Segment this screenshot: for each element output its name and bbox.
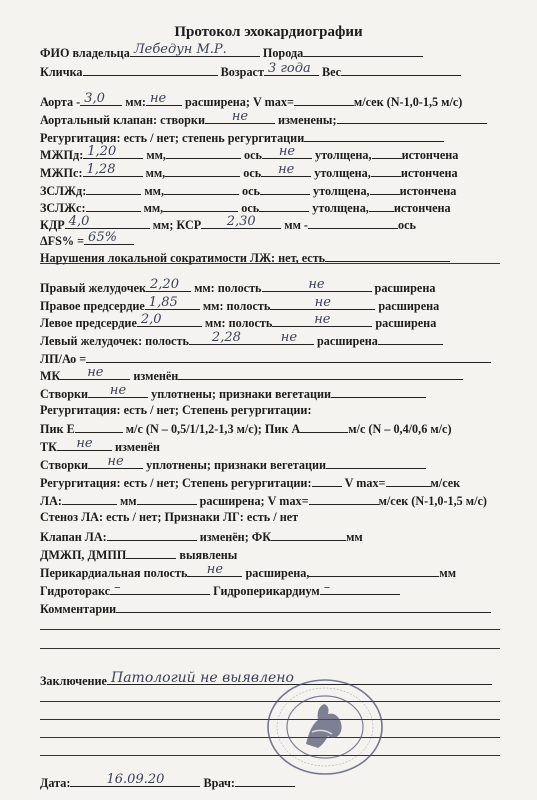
field-label: Врач: xyxy=(203,776,235,790)
field-label: мм: полость xyxy=(204,316,273,330)
handwritten-value: – xyxy=(114,580,121,595)
pa-stenosis-row xyxy=(40,510,298,524)
field-label: м/сек (N-1,0-1,5 м/с) xyxy=(353,95,463,109)
fill-in-line xyxy=(84,232,134,245)
age-field xyxy=(264,63,319,76)
fill-in-line xyxy=(165,164,240,177)
breed-field xyxy=(303,44,423,57)
fill-in-line xyxy=(145,297,200,310)
fill-in-line xyxy=(107,528,197,541)
fill-in-line xyxy=(110,582,210,595)
fill-in-line xyxy=(137,314,202,327)
handwritten-value: не xyxy=(206,562,224,577)
field-label: МЖПд: xyxy=(40,148,84,162)
fill-in-line xyxy=(331,385,426,398)
field-label: ТК xyxy=(40,440,57,454)
handwritten-value: Лебедун М.Р. xyxy=(133,42,227,57)
pericardial-row xyxy=(40,564,456,580)
la-row xyxy=(40,314,436,330)
form-title: Протокол эхокардиографии xyxy=(174,24,363,40)
comments-row xyxy=(40,600,491,616)
handwritten-value: не xyxy=(278,162,295,177)
handwritten-value: не xyxy=(107,454,124,469)
field-label: ФИО владельца xyxy=(40,46,130,60)
field-label: Гидроперикардиум xyxy=(213,584,320,598)
fill-in-line xyxy=(166,146,241,159)
field-label: выявлены xyxy=(179,548,238,562)
field-label: Аорта - xyxy=(40,95,81,109)
handwritten-value: 2,0 xyxy=(140,312,162,327)
field-label: Стеноз ЛА: есть / нет; Признаки ЛГ: есть / нет xyxy=(40,510,299,524)
mv-leaflets-row xyxy=(40,385,426,401)
fill-in-line xyxy=(312,474,342,487)
fill-in-line xyxy=(341,63,461,76)
fill-in-line xyxy=(259,199,309,212)
field-label: мм, xyxy=(143,201,164,215)
handwritten-value: не xyxy=(149,91,167,106)
ra-row xyxy=(40,297,439,313)
field-label: Створки xyxy=(40,458,89,472)
handwritten-value: 16.09.20 xyxy=(106,772,165,787)
septal-defects-row xyxy=(40,546,237,562)
handwritten-value: 1,85 xyxy=(148,295,178,310)
field-label: Возраст xyxy=(220,65,264,79)
blank-line xyxy=(40,647,500,649)
field-label: Правое предсердие xyxy=(40,299,145,313)
handwritten-value: не xyxy=(278,144,296,159)
fill-in-line xyxy=(178,367,463,380)
handwritten-value: 2,20 xyxy=(150,277,179,292)
field-label: Гидроторакс xyxy=(40,584,111,598)
tv-row xyxy=(40,438,160,454)
field-label: МЖПс: xyxy=(40,166,83,180)
field-label: изменён xyxy=(133,369,179,383)
field-label: расширена xyxy=(375,316,437,330)
tv-leaflets-row xyxy=(40,456,426,472)
handwritten-value: не xyxy=(231,109,249,124)
lv-row xyxy=(40,332,443,348)
field-label: Правый желудочек xyxy=(40,281,147,295)
lvpwd-row xyxy=(40,182,456,198)
field-label: мм xyxy=(346,530,363,544)
blank-line xyxy=(40,262,500,264)
field-label: мм, xyxy=(146,148,166,162)
fill-in-line xyxy=(146,279,191,292)
field-label: м/сек xyxy=(430,476,461,490)
fill-in-line xyxy=(272,314,372,327)
field-label: мм xyxy=(120,494,137,508)
field-label: Левое предсердие xyxy=(40,316,137,330)
handwritten-value: 3,0 xyxy=(84,91,105,106)
field-label: мм: полость xyxy=(202,299,271,313)
fill-in-line xyxy=(83,164,143,177)
field-label: Аортальный клапан: створки xyxy=(40,113,205,127)
field-label: ось xyxy=(243,166,262,180)
field-label: м/сек (N-1,0-1,5 м/с) xyxy=(378,494,487,508)
fill-in-line xyxy=(370,182,400,195)
field-label: уплотнены; признаки вегетации xyxy=(151,387,332,401)
handwritten-value: не xyxy=(280,330,298,345)
handwritten-value: Патологий не выявлено xyxy=(110,670,294,686)
field-label: изменён xyxy=(115,440,160,454)
handwritten-value: не xyxy=(314,312,331,327)
field-label: Перикардиальная полость xyxy=(40,566,188,580)
date-field xyxy=(70,774,200,787)
field-label: Вес xyxy=(322,65,342,79)
fill-in-line xyxy=(83,146,143,159)
field-label: Клапан ЛА: xyxy=(40,530,107,544)
fill-in-line xyxy=(264,332,314,345)
field-label: ось xyxy=(397,218,416,232)
mv-regurg-row xyxy=(40,403,312,417)
field-label: уплотнены; признаки вегетации xyxy=(146,458,327,472)
field-label: истончена xyxy=(401,148,459,162)
field-label: мм xyxy=(439,566,457,580)
ivss-row xyxy=(40,164,458,180)
hydrothorax-row xyxy=(40,582,400,598)
fill-in-line xyxy=(88,456,143,469)
field-label: ЛА: xyxy=(40,494,62,508)
aortic-regurg-row xyxy=(40,129,444,145)
field-label: мм: полость xyxy=(194,281,262,295)
handwritten-value: не xyxy=(308,277,325,292)
field-label: изменены; xyxy=(278,113,337,127)
handwritten-value: не xyxy=(87,365,104,380)
fill-in-line xyxy=(262,146,312,159)
field-label: ЗСЛЖд: xyxy=(40,184,87,198)
fill-in-line xyxy=(187,564,242,577)
fill-in-line xyxy=(309,492,379,505)
fill-in-line xyxy=(126,546,176,559)
fill-in-line xyxy=(83,63,218,76)
owner-field xyxy=(130,44,260,57)
handwritten-value: 2,28 xyxy=(211,330,241,345)
fill-in-line xyxy=(337,111,487,124)
handwritten-value: 1,20 xyxy=(87,144,117,159)
field-label: мм - xyxy=(284,218,308,232)
field-label: мм; КСР xyxy=(152,218,202,232)
fill-in-line xyxy=(271,528,346,541)
field-label: Нарушения локальной сократимости ЛЖ: нет, есть xyxy=(40,251,326,265)
handwritten-value: 3 года xyxy=(267,61,311,76)
lvpws-row xyxy=(40,199,451,215)
fill-in-line xyxy=(320,582,400,595)
fill-in-line xyxy=(146,93,182,106)
field-label: расширена, xyxy=(245,566,310,580)
fill-in-line xyxy=(60,367,130,380)
field-label: Кличка xyxy=(40,65,83,79)
pa-valve-row xyxy=(40,528,363,544)
handwritten-value: 65% xyxy=(88,230,117,245)
fill-in-line xyxy=(137,492,197,505)
date-row xyxy=(40,774,295,790)
field-label: V max= xyxy=(344,476,386,490)
fill-in-line xyxy=(163,199,238,212)
clinic-stamp-icon xyxy=(266,678,384,776)
field-label: Порода xyxy=(262,46,304,60)
field-label: Регургитация: есть / нет; Степень регургитации: xyxy=(40,403,312,417)
aortic-valve-row xyxy=(40,111,487,127)
field-label: ось xyxy=(244,148,262,162)
aorta-row xyxy=(40,93,462,109)
handwritten-value: не xyxy=(314,295,331,310)
pa-row xyxy=(40,492,487,508)
fill-in-line xyxy=(261,164,311,177)
handwritten-value: не xyxy=(76,436,93,451)
fill-in-line xyxy=(62,492,117,505)
handwritten-value: 1,28 xyxy=(86,162,116,177)
field-label: Пик Е xyxy=(40,422,75,436)
fill-in-line xyxy=(80,93,122,106)
blank-line xyxy=(40,628,500,630)
fill-in-line xyxy=(86,199,141,212)
fill-in-line xyxy=(260,182,310,195)
field-label: Створки xyxy=(40,387,89,401)
fill-in-line xyxy=(325,249,450,262)
fill-in-line xyxy=(308,216,398,229)
ivsd-row xyxy=(40,146,458,162)
field-label: Комментарии xyxy=(40,602,117,616)
rv-row xyxy=(40,279,435,295)
field-label: ЗСЛЖс: xyxy=(40,201,86,215)
fill-in-line xyxy=(378,332,443,345)
field-label: Регургитация: есть / нет; степень регургитации xyxy=(40,131,305,145)
field-label: ЛП/Ао = xyxy=(40,352,87,366)
nickname-row xyxy=(40,63,461,79)
fill-in-line xyxy=(309,564,439,577)
fill-in-line xyxy=(164,182,239,195)
fill-in-line xyxy=(189,332,264,345)
field-label: ΔFS% = xyxy=(40,234,85,248)
field-label: мм: xyxy=(125,95,146,109)
field-label: утолщена, xyxy=(313,184,370,198)
field-label: истончена xyxy=(393,201,451,215)
fill-in-line xyxy=(57,438,112,451)
fill-in-line xyxy=(86,182,141,195)
fill-in-line xyxy=(205,111,275,124)
fill-in-line xyxy=(372,146,402,159)
field-label: Регургитация: есть / нет; Степень регургитации: xyxy=(40,476,312,490)
field-label: КДР xyxy=(40,218,65,232)
field-label: ось xyxy=(242,184,260,198)
tv-regurg-row xyxy=(40,474,460,490)
fill-in-line xyxy=(75,420,123,433)
peak-row xyxy=(40,420,452,436)
la-ao-row xyxy=(40,350,491,366)
field-label: мм, xyxy=(145,166,166,180)
field-label: расширена; V max= xyxy=(185,95,294,109)
field-label: расширена; V max= xyxy=(199,494,309,508)
handwritten-value: не xyxy=(109,383,127,398)
field-label: утолщена, xyxy=(312,201,369,215)
handwritten-value: 2,30 xyxy=(226,214,256,229)
field-label: расширена xyxy=(378,299,440,313)
fill-in-line xyxy=(270,297,375,310)
field-label: истончена xyxy=(400,166,458,180)
fill-in-line xyxy=(116,600,491,613)
fill-in-line xyxy=(386,474,431,487)
fill-in-line xyxy=(304,129,444,142)
fill-in-line xyxy=(262,279,372,292)
field-label: ось xyxy=(241,201,260,215)
field-label: ДМЖП, ДМПП xyxy=(40,548,127,562)
fs-row xyxy=(40,232,134,248)
fill-in-line xyxy=(369,199,394,212)
mv-row xyxy=(40,367,463,383)
fill-in-line xyxy=(326,456,426,469)
fill-in-line xyxy=(371,164,401,177)
fill-in-line xyxy=(86,350,491,363)
fill-in-line xyxy=(88,385,148,398)
field-label: МК xyxy=(40,369,61,383)
handwritten-value: 4,0 xyxy=(68,214,90,229)
field-label: утолщена, xyxy=(315,148,372,162)
field-label: мм, xyxy=(144,184,164,198)
field-label: Заключение xyxy=(40,674,107,688)
field-label: расширена xyxy=(316,334,378,348)
field-label: м/с (N – 0,5/1/1,2-1,3 м/с); Пик А xyxy=(125,422,301,436)
fill-in-line xyxy=(65,216,150,229)
field-label: расширена xyxy=(374,281,436,295)
field-label: изменён; ФК xyxy=(199,530,272,544)
fill-in-line xyxy=(201,216,281,229)
field-label: истончена xyxy=(399,184,457,198)
fill-in-line xyxy=(300,420,348,433)
owner-row xyxy=(40,44,423,60)
field-label: Дата: xyxy=(40,776,71,790)
handwritten-value: – xyxy=(323,580,331,595)
field-label: Левый желудочек: полость xyxy=(40,334,189,348)
field-label: м/с (N – 0,4/0,6 м/с) xyxy=(348,422,452,436)
fill-in-line xyxy=(294,93,354,106)
field-label: утолщена, xyxy=(314,166,371,180)
